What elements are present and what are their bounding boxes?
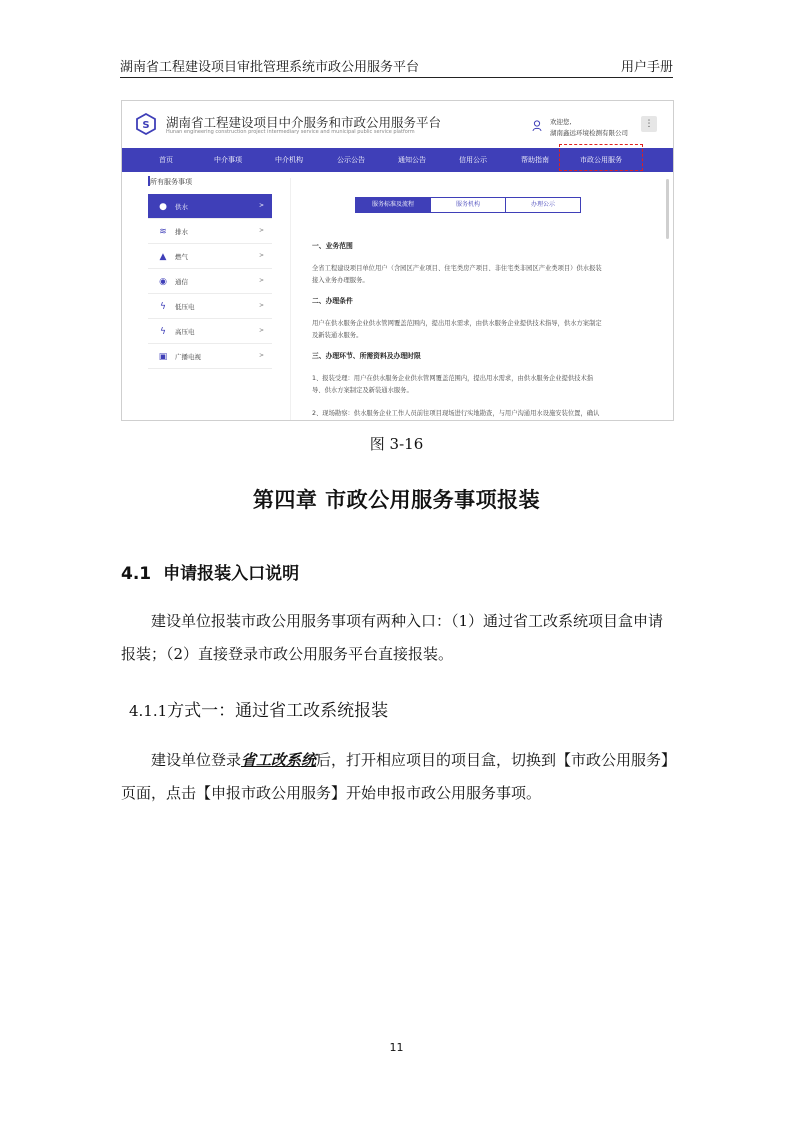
paragraph-text: 建设单位登录 [151, 751, 242, 769]
sidebar-item-label: 低压电 [175, 303, 195, 311]
chevron-right-icon: > [258, 277, 264, 284]
page-number: 11 [389, 1041, 404, 1054]
sidebar-item-gas[interactable] [148, 244, 272, 269]
sidebar-item-water-supply[interactable] [148, 194, 272, 219]
paragraph: 建设单位报装市政公用服务事项有两种入口：（1）通过省工改系统项目盒申请报装；（2）直接登录市政公用服务平台直接报装。 [121, 612, 664, 663]
section-number: 4.1 [121, 564, 152, 584]
nav-item-help[interactable]: 帮助指南 [521, 156, 549, 164]
company-name[interactable]: 湖南鑫远环境检测有限公司 [550, 129, 628, 137]
page-header [120, 54, 673, 78]
scrollbar[interactable] [666, 179, 669, 239]
sidebar-title: 所有服务事项 [150, 178, 192, 186]
water-drops-icon: ● [159, 202, 167, 212]
tab-service-standards[interactable]: 服务标准及流程 [355, 197, 431, 213]
header-title: 湖南省工程建设项目审批管理系统市政公用服务平台 [120, 60, 420, 75]
drain-icon: ≋ [159, 227, 167, 237]
figure-caption: 图 3-16 [369, 435, 424, 453]
screenshot-figure [121, 100, 674, 421]
sidebar-item-low-voltage[interactable] [148, 294, 272, 319]
content-heading-1: 一、业务范围 [312, 242, 353, 250]
content-text: 导、供水方案制定及新装通水服务。 [312, 387, 413, 394]
nav-item-home[interactable]: 首页 [159, 156, 173, 164]
content-text: 全省工程建设项目单位用户（含园区产业项目、住宅类房产项目、非住宅类非园区产业类项目）供水报装 [312, 265, 602, 272]
subsection-heading [129, 696, 388, 721]
content-heading-2: 二、办理条件 [312, 297, 353, 305]
sidebar-item-label: 通信 [175, 278, 188, 286]
sidebar-item-label: 供水 [175, 203, 188, 211]
chevron-right-icon: > [258, 252, 264, 259]
nav-item-credit[interactable]: 信用公示 [459, 156, 487, 164]
low-voltage-icon: ϟ [160, 302, 166, 312]
nav-item-agency-matters[interactable]: 中介事项 [214, 156, 242, 164]
service-content [290, 178, 652, 421]
nav-item-agencies[interactable]: 中介机构 [275, 156, 303, 164]
nav-item-public-notices[interactable]: 公示公告 [337, 156, 365, 164]
svg-text:S: S [142, 120, 150, 131]
content-text: 1、报装受理：用户在供水服务企业供水管网覆盖范围内，提出用水需求，由供水服务企业提供技术指 [312, 375, 594, 382]
chevron-right-icon: > [258, 302, 264, 309]
emphasized-term: 省工改系统 [241, 751, 317, 769]
paragraph [121, 744, 677, 810]
site-subtitle: Hunan engineering construction project intermediary service and municipal public service platform [166, 129, 415, 135]
content-text: 接入业务办理服务。 [312, 277, 369, 284]
chevron-right-icon: > [258, 202, 264, 209]
sidebar-item-label: 燃气 [175, 253, 188, 261]
header-doc-type: 用户手册 [620, 60, 673, 75]
paragraph-text: 后，打开相应项目的项目盒，切换到【市政公用服务】页面，点击【申报市政公用服务】开始申报市政公用服务事项。 [121, 751, 677, 802]
welcome-text: 欢迎您, [550, 118, 572, 126]
content-text: 用户在供水服务企业供水管网覆盖范围内，提出用水需求，由供水服务企业提供技术指导，供水方案制定 [312, 320, 602, 327]
sidebar-item-label: 排水 [175, 228, 188, 236]
tv-icon: ▣ [158, 352, 168, 362]
nav-item-municipal-services[interactable]: 市政公用服务 [580, 156, 622, 164]
nav-item-announcements[interactable]: 通知公告 [398, 156, 426, 164]
tab-service-agencies[interactable]: 服务机构 [430, 197, 506, 213]
chevron-right-icon: > [258, 227, 264, 234]
flame-icon: ▲ [159, 252, 167, 262]
tab-handling-notice[interactable]: 办理公示 [505, 197, 581, 213]
highlight-box [559, 144, 643, 171]
sidebar-item-label: 高压电 [175, 328, 195, 336]
site-title: 湖南省工程建设项目中介服务和市政公用服务平台 [166, 115, 442, 130]
sidebar-item-drainage[interactable] [148, 219, 272, 244]
chevron-right-icon: > [258, 327, 264, 334]
site-header [122, 101, 674, 148]
sidebar-item-high-voltage[interactable] [148, 319, 272, 344]
subsection-title: 方式一：通过省工改系统报装 [167, 701, 389, 721]
sidebar-item-telecom[interactable] [148, 269, 272, 294]
section-title: 申请报装入口说明 [163, 564, 300, 584]
more-menu-button[interactable]: ⋮ [641, 116, 657, 132]
content-text: 及新装通水服务。 [312, 332, 363, 339]
sidebar-item-label: 广播电视 [175, 353, 201, 361]
service-sidebar [148, 194, 272, 369]
content-text: 2、现场勘察：供水服务企业工作人员前往项目现场进行实地勘查，与用户沟通用水设施安装位置，确认 [312, 410, 600, 417]
signal-icon: ◉ [159, 277, 167, 287]
chevron-right-icon: > [258, 352, 264, 359]
user-icon [532, 120, 542, 132]
content-heading-3: 三、办理环节、所需资料及办理时限 [312, 352, 421, 360]
high-voltage-icon: ϟ [160, 327, 166, 337]
site-logo-icon [136, 113, 156, 135]
subsection-number: 4.1.1 [129, 702, 168, 720]
sidebar-item-broadcast-tv[interactable] [148, 344, 272, 369]
chapter-title: 第四章 市政公用服务事项报装 [252, 488, 541, 512]
section-heading [121, 559, 299, 584]
